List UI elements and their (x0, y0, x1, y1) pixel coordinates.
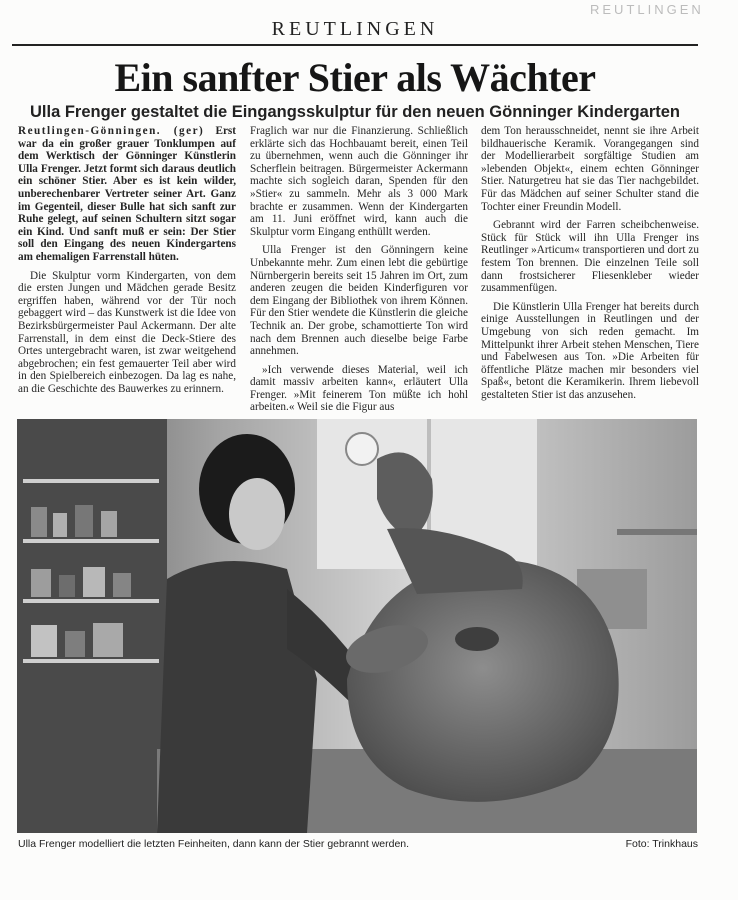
paragraph: dem Ton herausschneidet, nennt sie ihre Arbeit bildhauerische Keramik. Vorangegangen sind der Modellierarbeit sorgfältige Studien am »lebenden Objekt«, einem echten Gönninger Stier. Naturgetreu hat sie das Tier nachgebildet. Für das Mädchen auf seiner Schulter stand die Tochter einer Freundin Modell. (481, 125, 699, 213)
shelf (17, 419, 167, 833)
paragraph: Gebrannt wird der Farren scheibchenweise. Stück für Stück will ihn Ulla Frenger ins Reutlinger »Articum« transportieren und dort zu festem Ton brennen. Die einzelnen Teile soll dann frostsicherer Fliesenkleber wieder zusammenfügen. (481, 219, 699, 295)
bleed-through-text: REUTLINGEN (590, 2, 704, 17)
dateline: Reutlingen-Gönningen. (ger) (18, 125, 205, 137)
paragraph: »Ich verwende dieses Material, weil ich damit massiv arbeiten kann«, erläutert Ulla Frenger. »Mit feinerem Ton müßte ich hohl arbeiten.« Weil sie die Figur aus (250, 363, 468, 414)
paragraph: Fraglich war nur die Finanzierung. Schließlich erklärte sich das Hochbauamt bereit, einen Teil zu übernehmen, wenn auch die Gönninger ihr Scherflein beitragen. Bürgermeister Ackermann machte sich sogleich daran, Spenden für den »Stier« zu sammeln. Mehr als 3 000 Mark brachte er zusammen. Wenn der Kindergarten am 11. Juni eröffnet wird, kann auch die Skulptur vorm Eingang enthüllt werden. (250, 125, 468, 238)
lead-text: Erst war da ein großer grauer Tonklumpen auf dem Werktisch der Gönninger Künstlerin Ulla Frenger. Jetzt formt sich daraus deutlich ein schöner Stier. Aber es ist kein wilder, unberechenbarer Vertreter seiner Art. Ganz im Gegenteil, dieser Bulle hat sich sanft zur Ruhe gelegt, auf seinen Schultern sitzt sogar ein Kind. Und sanft muß er sein: Der Stier soll den Eingang des neuen Kindergartens am ehemaligen Farrenstall hüten. (18, 125, 237, 263)
photo-credit: Foto: Trinkhaus (625, 838, 698, 850)
photo-caption: Ulla Frenger modelliert die letzten Feinheiten, dann kann der Stier gebrannt werden. (18, 838, 410, 850)
subheadline: Ulla Frenger gestaltet die Eingangsskulptur für den neuen Gönninger Kindergarten (29, 103, 680, 121)
lead-paragraph (18, 125, 236, 264)
photo-illustration (17, 419, 697, 833)
paragraph: Die Künstlerin Ulla Frenger hat bereits durch einige Ausstellungen in Reutlingen und der Umgebung von sich reden gemacht. Im Mittelpunkt ihrer Arbeit stehen Menschen, Tiere und Fabelwesen aus Ton. »Die Arbeiten für öffentliche Plätze machen mir besonders viel Spaß«, betont die Keramikerin. Ihrem liebevoll gestalteten Stier ist das anzusehen. (481, 300, 699, 401)
column-3 (481, 125, 699, 401)
paragraph: Ulla Frenger ist den Gönningern keine Unbekannte mehr. Zum einen lebt die gebürtige Nürnbergerin bereits seit 15 Jahren im Ort, zum anderen zeugen die beiden Kinderfiguren vor dem Eingang der Bibliothek von ihrem Können. Für den Stier wendete die Künstlerin die gleiche Technik an. Der grobe, schamottierte Ton wird nach dem Brennen auch dieselbe beige Farbe annehmen. (250, 244, 468, 358)
paragraph: Die Skulptur vorm Kindergarten, von dem die ersten Jungen und Mädchen gerade Besitz ergriffen haben, während vor der Tür noch gebaggert wird – das Kunstwerk ist die Idee von Bezirksbürgermeister Paul Ackermann. Der alte Farrenstall, in dem einst die Deck-Stiere des Ortes untergebracht waren, ist zwar weitgehend abgebrochen; ein fest gemauerter Teil aber wird in den Spielbereich einbezogen. Da lag es nahe, an die Geschichte des Bauwerkes zu erinnern. (18, 269, 236, 395)
section-title: REUTLINGEN (271, 18, 439, 40)
column-1 (18, 125, 236, 395)
section-rule (12, 44, 698, 46)
photo-sculptor-with-bull (17, 419, 697, 833)
headline: Ein sanfter Stier als Wächter (114, 55, 596, 100)
column-2 (250, 125, 468, 414)
